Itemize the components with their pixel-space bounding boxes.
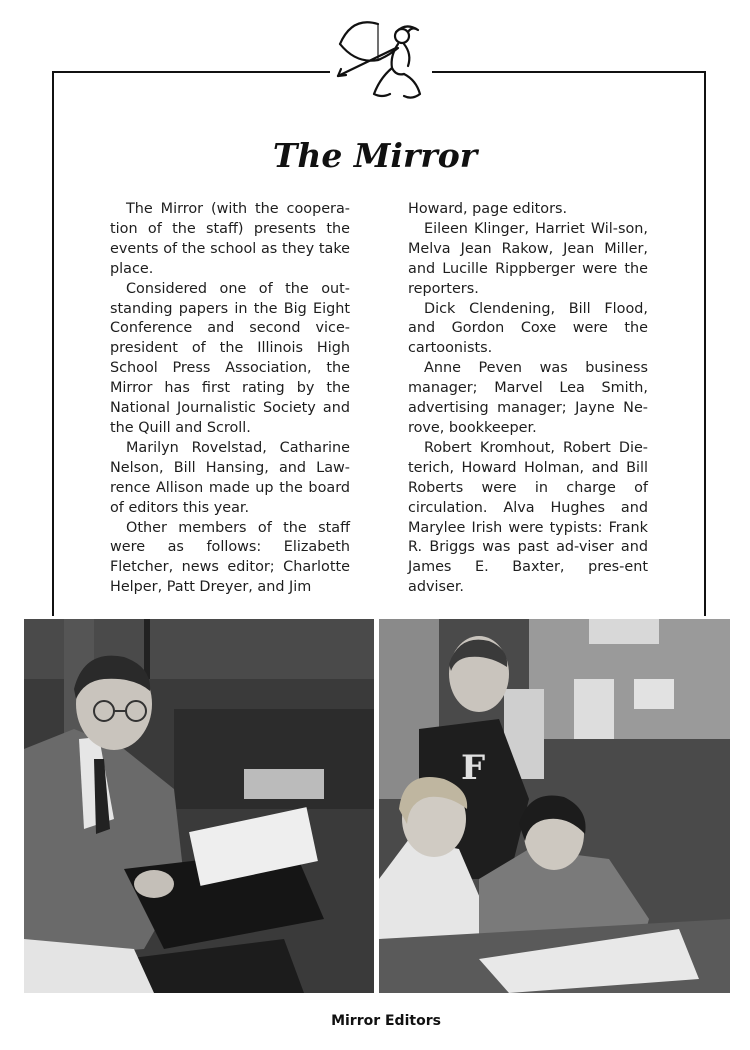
paragraph: Dick Clendening, Bill Flood, and Gordon Coxe were the cartoonists. — [408, 300, 648, 357]
paragraph: Eileen Klinger, Harriet Wil-son, Melva Jean Rakow, Jean Miller, and Lucille Rippberger were the reporters. — [408, 220, 648, 297]
photo-caption: Mirror Editors — [331, 1013, 441, 1029]
paragraph: Considered one of the out-standing papers in the Big Eight Conference and second vice-president of the Illinois High School Press Association, the Mirror has first rating by the National Journalistic Society and the Quill and Scroll. — [110, 280, 350, 436]
archer-emblem-icon — [332, 14, 432, 106]
paragraph: Other members of the staff were as follows: Elizabeth Fletcher, news editor; Charlotte Helper, Patt Dreyer, and Jim — [110, 519, 350, 596]
paragraph: Anne Peven was business manager; Marvel Lea Smith, advertising manager; Jayne Ne-rove, bookkeeper. — [408, 360, 648, 436]
frame-top-right-rule — [432, 71, 706, 73]
paragraph: Marilyn Rovelstad, Catharine Nelson, Bill Hansing, and Law-rence Allison made up the board of editors this year. — [110, 439, 350, 516]
page-title: The Mirror — [272, 136, 478, 175]
photo-editor-at-typewriter — [24, 619, 374, 993]
jersey-letter: F — [461, 748, 486, 788]
article-left-column — [110, 200, 350, 598]
paragraph: The Mirror (with the coopera-tion of the staff) presents the events of the school as they take place. — [110, 201, 350, 277]
photo-students-at-table — [379, 619, 730, 993]
paragraph: Robert Kromhout, Robert Die-terich, Howard Holman, and Bill Roberts were in charge of circulation. Alva Hughes and Marylee Irish were typists: Frank R. Briggs was past ad-viser and James E. Baxter, pres-ent adviser. — [408, 439, 648, 596]
paragraph: Howard, page editors. — [408, 201, 568, 217]
frame-top-left-rule — [52, 71, 330, 73]
article-right-column — [408, 200, 648, 598]
